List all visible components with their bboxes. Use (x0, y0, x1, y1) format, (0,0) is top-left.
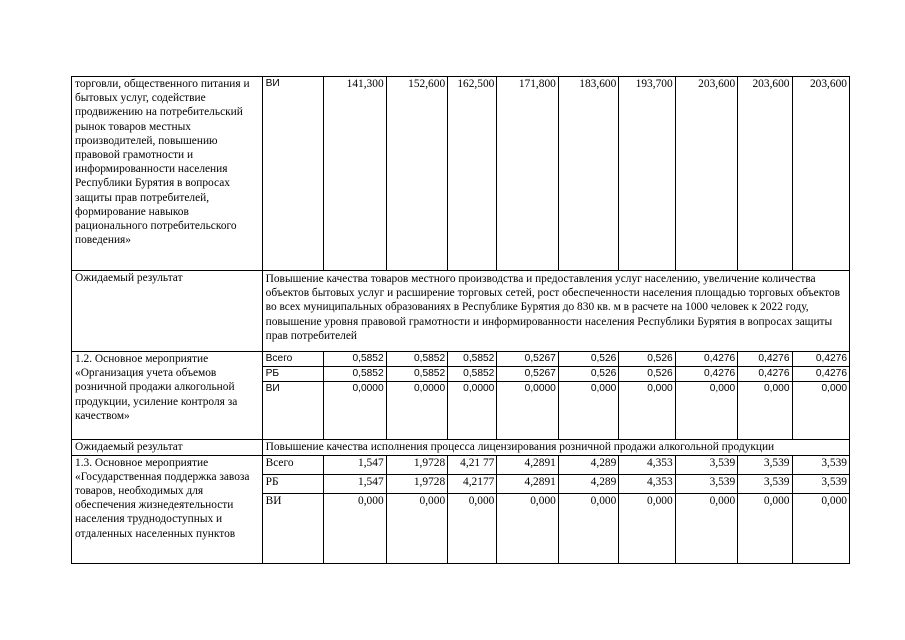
value-cell: 4,2891 (497, 455, 559, 474)
value-cell: 4,2891 (497, 474, 559, 493)
value-cell: 0,4276 (792, 367, 849, 382)
value-cell: 4,353 (619, 474, 675, 493)
value-cell: 4,289 (558, 474, 618, 493)
value-cell: 0,5852 (386, 352, 448, 367)
value-cell: 171,800 (497, 77, 559, 271)
funding-source: Всего (262, 352, 324, 367)
value-cell: 0,5852 (448, 367, 497, 382)
value-cell: 0,000 (619, 382, 675, 440)
value-cell: 0,000 (738, 382, 792, 440)
value-cell: 0,5852 (448, 352, 497, 367)
table-row (72, 77, 850, 271)
value-cell: 1,547 (324, 455, 387, 474)
measure-description: 1.3. Основное мероприятие «Государственная поддержка завоза товаров, необходимых для обеспечения жизнедеятельности населения труднодоступных и отдаленных населенных пунктов (72, 455, 263, 563)
funding-source: ВИ (262, 382, 324, 440)
value-cell: 203,600 (675, 77, 738, 271)
value-cell: 203,600 (738, 77, 792, 271)
value-cell: 0,000 (738, 493, 792, 563)
funding-source: РБ (262, 367, 324, 382)
value-cell: 3,539 (675, 455, 738, 474)
value-cell: 0,000 (792, 493, 849, 563)
funding-table (71, 76, 850, 564)
value-cell: 0,5852 (324, 352, 387, 367)
expected-result-row (72, 271, 850, 352)
value-cell: 0,000 (558, 382, 618, 440)
value-cell: 141,300 (324, 77, 387, 271)
value-cell: 0,000 (675, 382, 738, 440)
value-cell: 0,526 (619, 367, 675, 382)
expected-result-label: Ожидаемый результат (72, 271, 263, 352)
value-cell: 0,000 (619, 493, 675, 563)
value-cell: 203,600 (792, 77, 849, 271)
value-cell: 0,0000 (497, 382, 559, 440)
value-cell: 3,539 (792, 455, 849, 474)
value-cell: 3,539 (738, 455, 792, 474)
measure-row-total (72, 455, 850, 474)
funding-source: ВИ (262, 77, 324, 271)
expected-result-text: Повышение качества товаров местного производства и предоставления услуг населению, увеличение количества объектов бытовых услуг и расширение торговых сетей, рост обеспеченности населения площадью торговых объектов во всех муниципальных образованиях в Республике Бурятия до 830 кв. м в расчете на 1000 человек к 2022 году, повышение уровня правовой грамотности и информированности населения Республики Бурятия в вопросах защиты прав потребителей (262, 271, 849, 352)
expected-result-label: Ожидаемый результат (72, 440, 263, 455)
value-cell: 0,000 (448, 493, 497, 563)
funding-source: Всего (262, 455, 324, 474)
value-cell: 0,4276 (675, 367, 738, 382)
value-cell: 0,000 (558, 493, 618, 563)
value-cell: 0,5267 (497, 352, 559, 367)
value-cell: 4,2177 (448, 474, 497, 493)
value-cell: 4,289 (558, 455, 618, 474)
value-cell: 0,526 (558, 352, 618, 367)
value-cell: 4,353 (619, 455, 675, 474)
value-cell: 0,526 (558, 367, 618, 382)
value-cell: 0,000 (792, 382, 849, 440)
value-cell: 3,539 (675, 474, 738, 493)
value-cell: 0,5852 (386, 367, 448, 382)
value-cell: 0,000 (386, 493, 448, 563)
funding-source: ВИ (262, 493, 324, 563)
value-cell: 193,700 (619, 77, 675, 271)
value-cell: 0,526 (619, 352, 675, 367)
funding-source: РБ (262, 474, 324, 493)
value-cell: 152,600 (386, 77, 448, 271)
measure-description: 1.2. Основное мероприятие «Организация учета объемов розничной продажи алкогольной продукции, усиление контроля за качеством» (72, 352, 263, 440)
value-cell: 3,539 (792, 474, 849, 493)
expected-result-row (72, 440, 850, 455)
value-cell: 0,000 (675, 493, 738, 563)
value-cell: 0,4276 (738, 352, 792, 367)
value-cell: 0,0000 (448, 382, 497, 440)
value-cell: 0,0000 (386, 382, 448, 440)
value-cell: 1,547 (324, 474, 387, 493)
value-cell: 3,539 (738, 474, 792, 493)
value-cell: 0,4276 (738, 367, 792, 382)
value-cell: 4,21 77 (448, 455, 497, 474)
value-cell: 0,000 (497, 493, 559, 563)
value-cell: 0,000 (324, 493, 387, 563)
value-cell: 0,0000 (324, 382, 387, 440)
value-cell: 0,4276 (792, 352, 849, 367)
expected-result-text: Повышение качества исполнения процесса лицензирования розничной продажи алкогольной продукции (262, 440, 849, 455)
measure-row-total (72, 352, 850, 367)
value-cell: 0,5852 (324, 367, 387, 382)
value-cell: 1,9728 (386, 455, 448, 474)
value-cell: 0,5267 (497, 367, 559, 382)
value-cell: 1,9728 (386, 474, 448, 493)
value-cell: 162,500 (448, 77, 497, 271)
value-cell: 0,4276 (675, 352, 738, 367)
value-cell: 183,600 (558, 77, 618, 271)
measure-description: торговли, общественного питания и бытовых услуг, содействие продвижению на потребительский рынок товаров местных производителей, повышению правовой грамотности и информированности населения Республики Бурятия в вопросах защиты прав потребителей, формирование навыков рационального потребительского поведения» (72, 77, 263, 271)
